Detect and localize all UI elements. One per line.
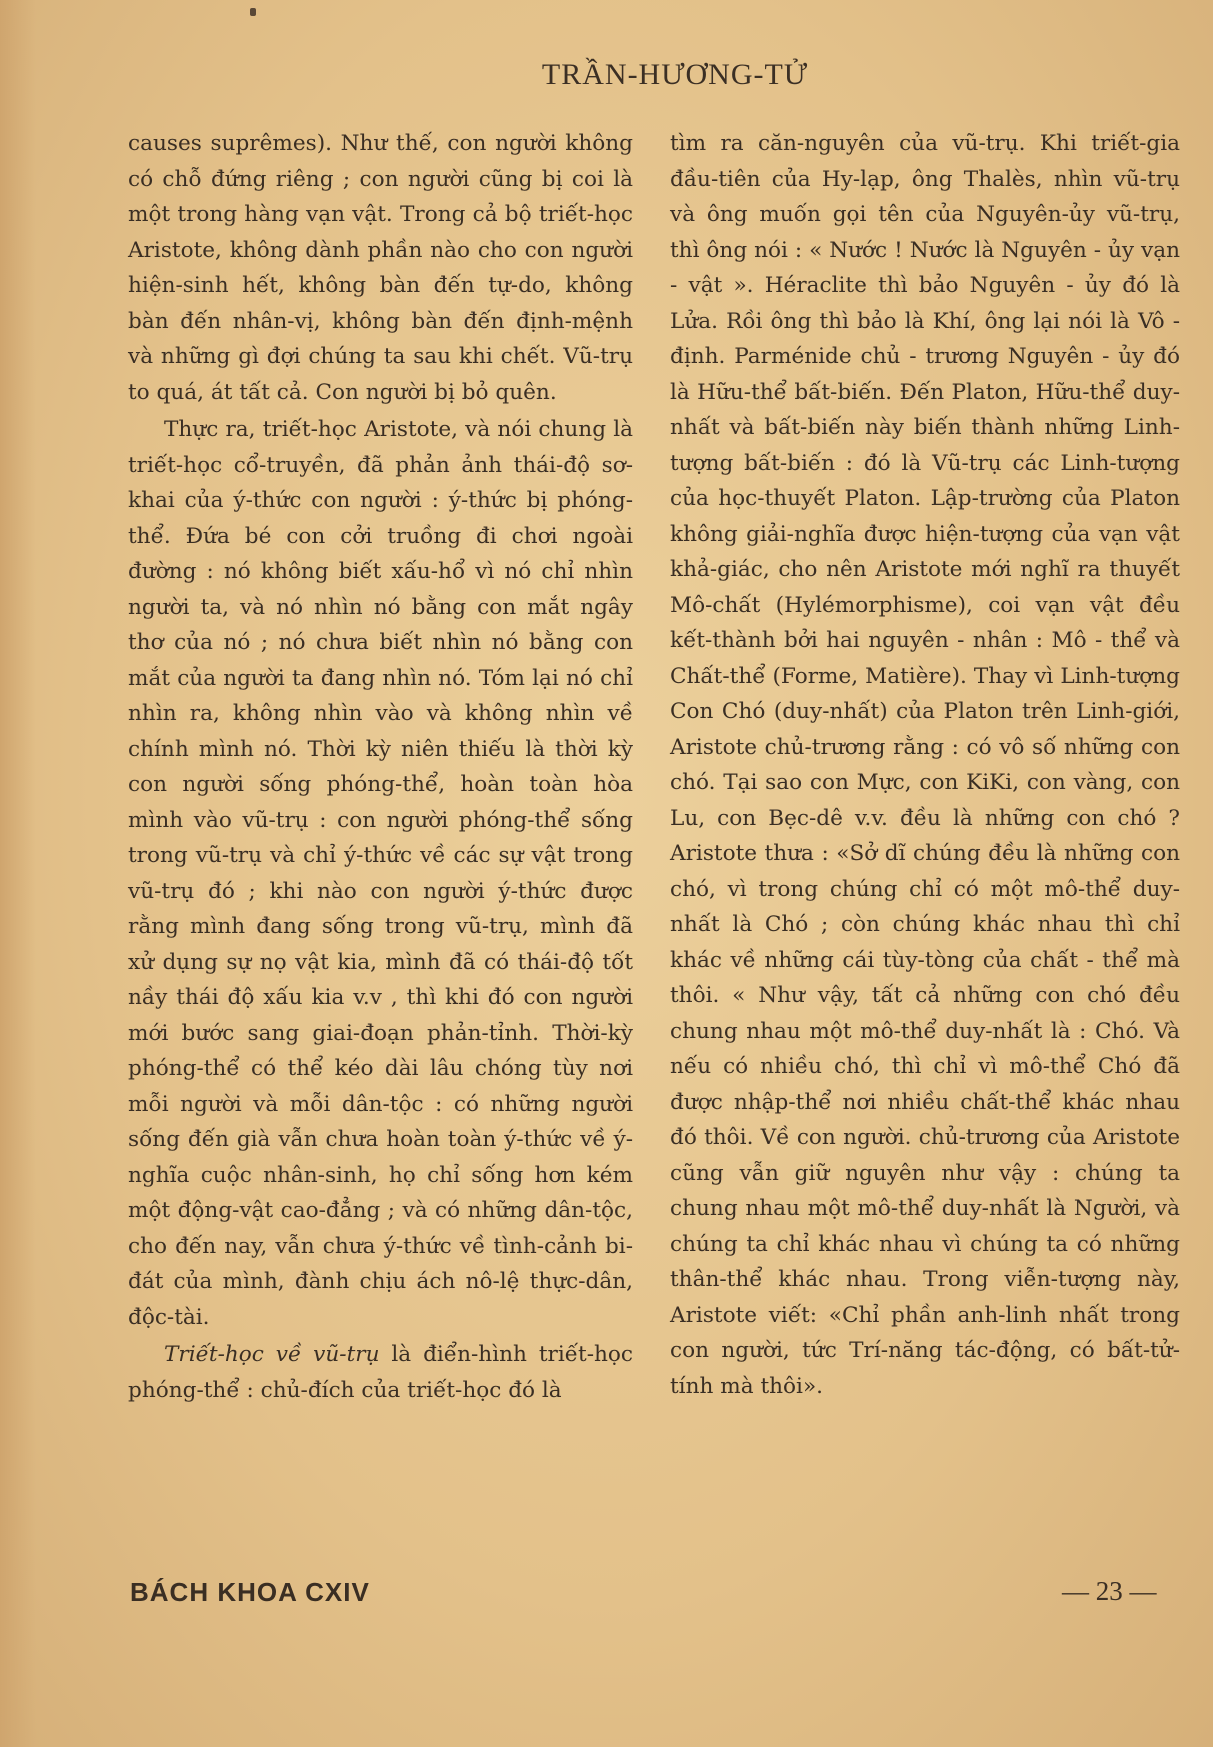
left-paragraph-1: causes suprêmes). Như thế, con người không có chỗ đứng riêng ; con người cũng bị coi là một trong hàng vạn vật. Trong cả bộ triết-học Aristote, không dành phần nào cho con người hiện-sinh hết, không bàn đến tự-do, không bàn đến nhân-vị, không bàn đến định-mệnh và những gì đợi chúng ta sau khi chết. Vũ-trụ to quá, át tất cả. Con người bị bỏ quên. [128, 131, 633, 405]
running-header: TRẦN-HƯƠNG-TỬ [541, 58, 809, 91]
print-mark [250, 8, 256, 16]
right-paragraph-1: tìm ra căn-nguyên của vũ-trụ. Khi triết-gia đầu-tiên của Hy-lạp, ông Thalès, nhìn vũ-trụ và ông muốn gọi tên của Nguyên-ủy vũ-trụ, thì ông nói : « Nước ! Nước là Nguyên - ủy vạn - vật ». Héraclite thì bảo Nguyên - ủy đó là Lửa. Rồi ông thì bảo là Khí, ông lại nói là Vô - định. Parménide chủ - trương Nguyên - ủy đó là Hữu-thể bất-biến. Đến Platon, Hữu-thể duy-nhất và bất-biến này biến thành những Linh-tượng bất-biến : đó là Vũ-trụ các Linh-tượng của học-thuyết Platon. Lập-trường của Platon không giải-nghĩa được hiện-tượng của vạn vật khả-giác, cho nên Aristote mới nghĩ ra thuyết Mô-chất (Hylémorphisme), coi vạn vật đều kết-thành bởi hai nguyên - nhân : Mô - thể và Chất-thể (Forme, Matière). Thay vì Linh-tượng Con Chó (duy-nhất) của Platon trên Linh-giới, Aristote chủ-trương rằng : có vô số những con chó. Tại sao con Mực, con KiKi, con vàng, con Lu, con Bẹc-dê v.v. đều là những con chó ? Aristote thưa : «Sở dĩ chúng đều là những con chó, vì trong chúng chỉ có một mô-thể duy-nhất là Chó ; còn chúng khác nhau thì chỉ khác về những cái tùy-tòng của chất - thể mà thôi. « Như vậy, tất cả những con chó đều chung nhau một mô-thể duy-nhất là : Chó. Và nếu có nhiều chó, thì chỉ vì mô-thể Chó đã được nhập-thể nơi nhiều chất-thể khác nhau đó thôi. Về con người. chủ-trương của Aristote cũng vẫn giữ nguyên như vậy : chúng ta chung nhau một mô-thể duy-nhất là Người, và chúng ta chỉ khác nhau vì chúng ta có những thân-thể khác nhau. Trong viễn-tượng này, Aristote viết: «Chỉ phần anh-linh nhất trong con người, tức Trí-năng tác-động, có bất-tử-tính mà thôi». [670, 131, 1180, 1399]
page-edge-shadow [0, 0, 36, 1747]
left-paragraph-3 [128, 1337, 633, 1408]
left-paragraph-2: Thực ra, triết-học Aristote, và nói chung là triết-học cổ-truyền, đã phản ảnh thái-độ sơ-khai của ý-thức con người : ý-thức bị phóng-thể. Đứa bé con cởi truồng đi chơi ngoài đường : nó không biết xấu-hổ vì nó chỉ nhìn người ta, và nó nhìn nó bằng con mắt ngây thơ của nó ; nó chưa biết nhìn nó bằng con mắt của người ta đang nhìn nó. Tóm lại nó chỉ nhìn ra, không nhìn vào và không nhìn về chính mình nó. Thời kỳ niên thiếu là thời kỳ con người sống phóng-thể, hoàn toàn hòa mình vào vũ-trụ : con người phóng-thể sống trong vũ-trụ và chỉ ý-thức về các sự vật trong vũ-trụ đó ; khi nào con người ý-thức được rằng mình đang sống trong vũ-trụ, mình đã xử dụng sự nọ vật kia, mình đã có thái-độ tốt nầy thái độ xấu kia v.v , thì khi đó con người mới bước sang giai-đoạn phản-tỉnh. Thời-kỳ phóng-thể có thể kéo dài lâu chóng tùy nơi mỗi người và mỗi dân-tộc : có những người sống đến già vẫn chưa hoàn toàn ý-thức về ý-nghĩa cuộc nhân-sinh, họ chỉ sống hơn kém một động-vật cao-đẳng ; và có những dân-tộc, cho đến nay, vẫn chưa ý-thức về tình-cảnh bi-đát của mình, đành chịu ách nô-lệ thực-dân, độc-tài. [128, 417, 633, 1330]
left-column [128, 126, 633, 1408]
page-number: — 23 — [1062, 1576, 1157, 1606]
left-paragraph-3-text: là điển-hình triết-học phóng-thể : chủ-đích của triết-học đó là [128, 1342, 633, 1403]
publication-footer: BÁCH KHOA CXIV [130, 1577, 370, 1607]
left-paragraph-3-italic: Triết-học về vũ-trụ [164, 1342, 380, 1367]
right-column [670, 126, 1180, 1404]
